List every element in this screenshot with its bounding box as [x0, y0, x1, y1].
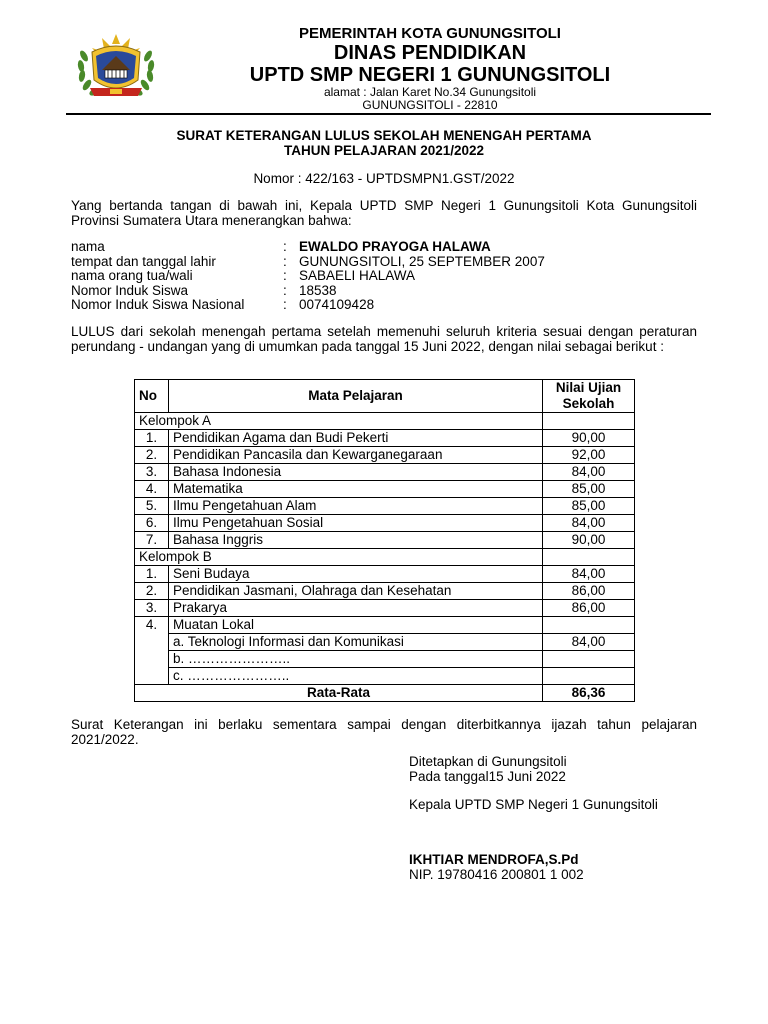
row-number: 4.: [135, 481, 169, 498]
school-city: GUNUNGSITOLI - 22810: [362, 98, 498, 112]
row-number: 1.: [135, 430, 169, 447]
average-label: Rata-Rata: [135, 685, 543, 702]
group-row: [135, 549, 635, 566]
row-number: 2.: [135, 583, 169, 600]
identity-value: GUNUNGSITOLI, 25 SEPTEMBER 2007: [299, 253, 545, 269]
school-address: alamat : Jalan Karet No.34 Gunungsitoli: [323, 85, 537, 99]
title-line-1: SURAT KETERANGAN LULUS SEKOLAH MENENGAH PERTAMA: [176, 128, 592, 143]
table-row: [135, 566, 635, 583]
row-score: 84,00: [543, 464, 635, 481]
identity-row-birth: [71, 255, 545, 270]
header-no: No: [135, 380, 169, 413]
graduation-statement: LULUS dari sekolah menengah pertama setelah memenuhi seluruh kriteria sesuai dengan peraturan perundang - undangan yang di umumkan pada tanggal 15 Juni 2022, dengan nilai sebagai berikut :: [71, 324, 697, 354]
school-name: UPTD SMP NEGERI 1 GUNUNGSITOLI: [249, 64, 611, 86]
row-score: 86,00: [543, 600, 635, 617]
identity-value: SABAELI HALAWA: [299, 268, 416, 283]
row-number: 7.: [135, 532, 169, 549]
letterhead-divider: [66, 113, 711, 115]
local-item-subject: c. …………………..: [169, 668, 543, 685]
row-subject: Pendidikan Agama dan Budi Pekerti: [169, 430, 543, 447]
row-number: 5.: [135, 498, 169, 515]
identity-colon: :: [283, 253, 287, 269]
header-subject: Mata Pelajaran: [169, 380, 543, 413]
government-name: PEMERINTAH KOTA GUNUNGSITOLI: [299, 25, 561, 42]
identity-value: 0074109428: [299, 297, 375, 312]
row-number: 2.: [135, 447, 169, 464]
title-line-2: TAHUN PELAJARAN 2021/2022: [283, 143, 485, 158]
row-score: 85,00: [543, 481, 635, 498]
signature-place: Ditetapkan di Gunungsitoli: [409, 754, 567, 769]
row-score: 85,00: [543, 498, 635, 515]
table-row: [135, 668, 635, 685]
empty-cell: [543, 617, 635, 634]
table-row: [135, 481, 635, 498]
local-item-subject: a. Teknologi Informasi dan Komunikasi: [169, 634, 543, 651]
header-score: Nilai Ujian Sekolah: [543, 380, 635, 413]
document-title: [66, 128, 702, 158]
row-subject: Seni Budaya: [169, 566, 543, 583]
local-item-subject: b. …………………..: [169, 651, 543, 668]
row-number: 3.: [135, 464, 169, 481]
table-row: [135, 600, 635, 617]
row-score: 90,00: [543, 532, 635, 549]
identity-label: tempat dan tanggal lahir: [71, 253, 216, 269]
identity-label: Nomor Induk Siswa Nasional: [71, 297, 245, 312]
row-score: 92,00: [543, 447, 635, 464]
row-subject: Muatan Lokal: [169, 617, 543, 634]
row-score: 84,00: [543, 515, 635, 532]
row-score: 84,00: [543, 566, 635, 583]
identity-colon: :: [283, 239, 287, 254]
row-subject: Bahasa Inggris: [169, 532, 543, 549]
identity-colon: :: [283, 282, 287, 298]
signatory-nip: NIP. 19780416 200801 1 002: [409, 867, 584, 882]
row-number: 3.: [135, 600, 169, 617]
signature-date: Pada tanggal15 Juni 2022: [409, 769, 566, 784]
table-row: [135, 447, 635, 464]
average-value: 86,36: [543, 685, 635, 702]
identity-row-nisn: [71, 298, 545, 313]
row-subject: Ilmu Pengetahuan Sosial: [169, 515, 543, 532]
signature-position: Kepala UPTD SMP Negeri 1 Gunungsitoli: [409, 797, 658, 812]
table-row: [135, 634, 635, 651]
group-row: [135, 413, 635, 430]
signatory-name: IKHTIAR MENDROFA,S.Pd: [409, 852, 579, 867]
row-subject: Prakarya: [169, 600, 543, 617]
table-row: [135, 532, 635, 549]
row-subject: Matematika: [169, 481, 543, 498]
identity-label: nama: [71, 239, 105, 254]
grades-table: [134, 379, 635, 702]
row-score: 84,00: [543, 634, 635, 651]
agency-name: DINAS PENDIDIKAN: [333, 42, 527, 64]
identity-colon: :: [283, 297, 287, 312]
identity-value: EWALDO PRAYOGA HALAWA: [299, 239, 491, 254]
group-b-label: Kelompok B: [135, 549, 543, 566]
table-row: [135, 651, 635, 668]
validity-note: Surat Keterangan ini berlaku sementara sampai dengan diterbitkannya ijazah tahun pelajaran 2021/2022.: [71, 717, 697, 747]
intro-paragraph: Yang bertanda tangan di bawah ini, Kepala UPTD SMP Negeri 1 Gunungsitoli Kota Gunungsitoli Provinsi Sumatera Utara menerangkan bahwa:: [71, 198, 697, 228]
identity-label: Nomor Induk Siswa: [71, 282, 189, 298]
row-number: 6.: [135, 515, 169, 532]
table-row: [135, 515, 635, 532]
row-score: 86,00: [543, 583, 635, 600]
row-number: 4.: [135, 617, 169, 685]
row-subject: Bahasa Indonesia: [169, 464, 543, 481]
row-score: [543, 651, 635, 668]
group-a-label: Kelompok A: [135, 413, 543, 430]
row-subject: Pendidikan Jasmani, Olahraga dan Kesehatan: [169, 583, 543, 600]
table-row: [135, 583, 635, 600]
identity-row-parent: [71, 269, 545, 284]
document-number: Nomor : 422/163 - UPTDSMPN1.GST/2022: [253, 171, 515, 186]
identity-row-name: [71, 240, 545, 255]
identity-label: nama orang tua/wali: [71, 268, 193, 283]
letterhead: [180, 26, 680, 112]
table-row: [135, 498, 635, 515]
identity-value: 18538: [299, 282, 337, 298]
row-score: [543, 668, 635, 685]
city-emblem-logo: [74, 30, 158, 106]
identity-row-nis: [71, 284, 545, 299]
row-subject: Ilmu Pengetahuan Alam: [169, 498, 543, 515]
row-score: 90,00: [543, 430, 635, 447]
average-row: [135, 685, 635, 702]
table-row: [135, 430, 635, 447]
identity-colon: :: [283, 268, 287, 283]
table-row: [135, 464, 635, 481]
row-subject: Pendidikan Pancasila dan Kewarganegaraan: [169, 447, 543, 464]
row-number: 1.: [135, 566, 169, 583]
empty-cell: [543, 413, 635, 430]
table-row: [135, 617, 635, 634]
student-identity: [71, 240, 545, 313]
table-header-row: [135, 380, 635, 413]
empty-cell: [543, 549, 635, 566]
